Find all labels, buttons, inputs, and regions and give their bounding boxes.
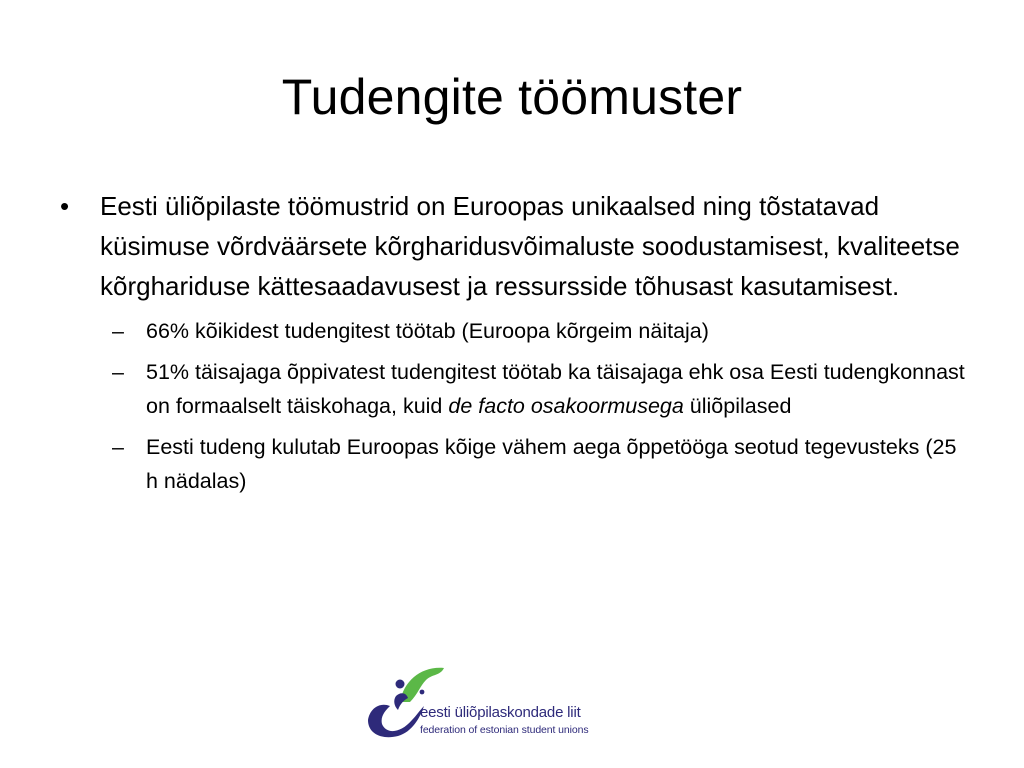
- eyl-logo: [366, 662, 606, 742]
- sub-bullet-list: [60, 314, 965, 498]
- sub-bullet-3: [60, 430, 965, 498]
- logo-name: eesti üliõpilaskondade liit: [420, 704, 581, 721]
- bullet-marker: •: [60, 191, 70, 221]
- sub-bullet-italic-text: de facto osakoormusega: [448, 394, 684, 418]
- sub-bullet-text: 51% täisajaga õppivatest tudengitest töötab ka täisajaga ehk osa Eesti tudengkonnast on formaalselt täiskohaga, kuid: [146, 360, 965, 418]
- sub-bullet-text: 66% kõikidest tudengitest töötab (Euroopa kõrgeim näitaja): [146, 319, 709, 343]
- sub-bullet-2: [60, 355, 965, 423]
- logo-tagline: federation of estonian student unions: [420, 724, 589, 736]
- dash-marker: –: [112, 319, 124, 343]
- main-bullet-text: Eesti üliõpilaste töömustrid on Euroopas unikaalsed ning tõstatavad küsimuse võrdväärsete kõrgharidusvõimaluste soodustamisest, kvaliteetse kõrghariduse kättesaadavusest ja ressursside tõhusast kasutamisest.: [100, 191, 960, 301]
- main-bullet: [60, 186, 965, 306]
- sub-bullet-text: Eesti tudeng kulutab Euroopas kõige vähem aega õppetööga seotud tegevusteks (25 h nädalas): [146, 435, 957, 493]
- slide-title: Tudengite töömuster: [281, 69, 743, 125]
- slide-content: [60, 186, 965, 505]
- sub-bullet-1: [60, 314, 965, 348]
- dash-marker: –: [112, 360, 124, 384]
- sub-bullet-text-end: üliõpilased: [683, 394, 792, 418]
- dash-marker: –: [112, 435, 124, 459]
